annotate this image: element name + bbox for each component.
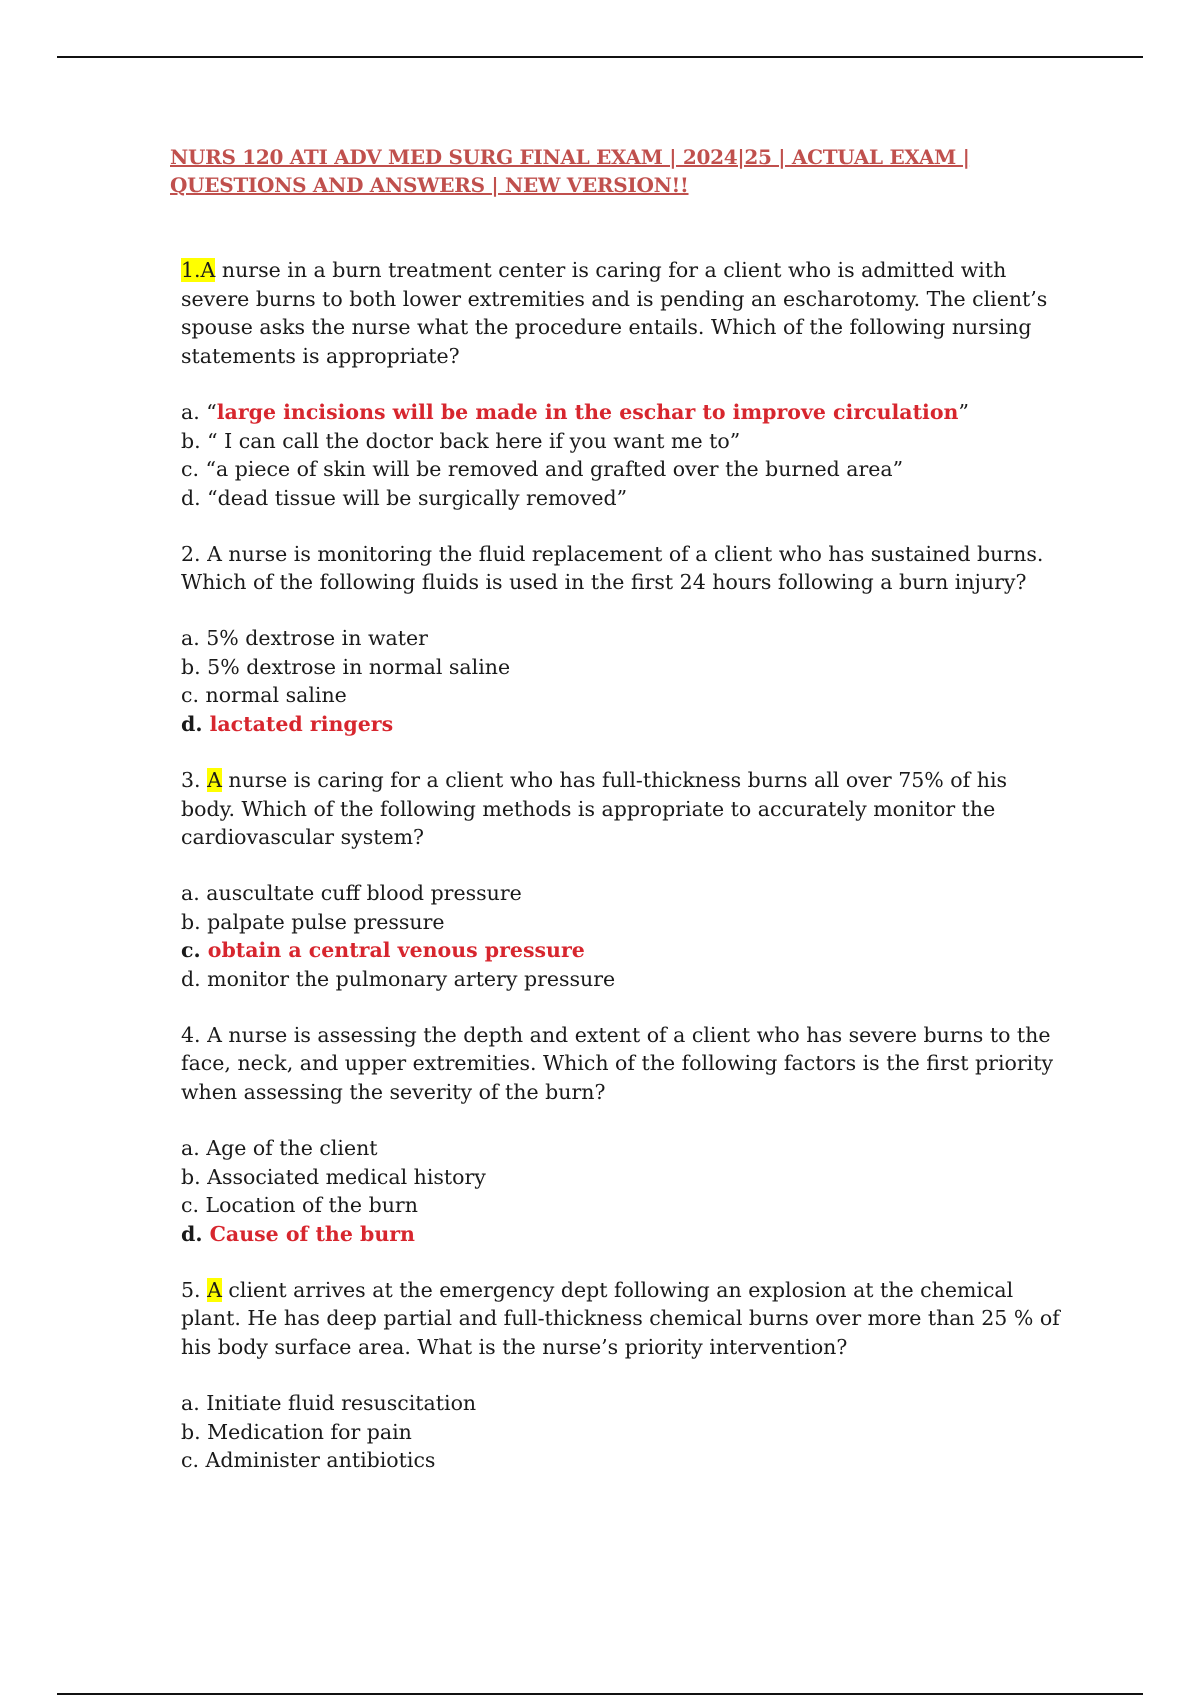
option-text: 5% dextrose in normal saline — [207, 654, 511, 679]
option-letter: c. — [181, 1193, 206, 1218]
question-stem — [181, 256, 1061, 371]
option-open-quote: “ — [206, 399, 217, 424]
title-line-2: QUESTIONS AND ANSWERS | NEW VERSION!! — [170, 173, 689, 197]
option-d — [181, 710, 1061, 739]
option-text: Initiate fluid resuscitation — [206, 1390, 477, 1415]
question-5 — [181, 1276, 1061, 1475]
question-text: nurse is assessing the depth and extent of a client who has severe burns to the face, neck, and upper extremities. Which of the following factors is the first priority when assessing the severity of the burn? — [181, 1022, 1054, 1105]
option-letter: b. — [181, 909, 208, 934]
question-stem — [181, 1276, 1061, 1362]
question-text: nurse is monitoring the fluid replacement of a client who has sustained burns. Which of the following fluids is used in the first 24 hours following a burn injury? — [181, 541, 1044, 595]
option-letter: b. — [181, 654, 208, 679]
option-text: “a piece of skin will be removed and grafted over the burned area” — [205, 457, 904, 482]
question-number: 3. — [181, 767, 208, 792]
option-b — [181, 1418, 1061, 1447]
answer-options — [181, 624, 1061, 739]
option-letter: a. — [181, 880, 207, 905]
correct-answer-text: lactated ringers — [209, 712, 394, 737]
option-a — [181, 1134, 1061, 1163]
answer-options — [181, 1134, 1061, 1249]
option-c — [181, 681, 1061, 710]
option-b — [181, 427, 1061, 456]
question-number: 4. A — [181, 1022, 222, 1047]
option-letter: d. — [181, 1221, 210, 1246]
question-stem — [181, 766, 1061, 852]
option-text: auscultate cuff blood pressure — [206, 880, 522, 905]
option-text: normal saline — [205, 683, 347, 708]
footer-rule — [57, 1693, 1143, 1695]
option-letter: c. — [181, 938, 208, 963]
option-letter: c. — [181, 457, 206, 482]
option-close-quote: ” — [958, 399, 969, 424]
option-text: 5% dextrose in water — [206, 626, 428, 651]
question-article-highlight: A — [207, 1277, 222, 1302]
option-a — [181, 398, 1061, 427]
option-c — [181, 1191, 1061, 1220]
option-letter: d. — [181, 967, 208, 992]
question-3 — [181, 766, 1061, 994]
option-letter: a. — [181, 1135, 207, 1160]
title-line-1: NURS 120 ATI ADV MED SURG FINAL EXAM | 2024|25 | ACTUAL EXAM | — [170, 145, 970, 169]
option-b — [181, 908, 1061, 937]
question-number: 5. — [181, 1277, 208, 1302]
option-c — [181, 936, 1061, 965]
question-text: nurse in a burn treatment center is caring for a client who is admitted with severe burns to both lower extremities and is pending an escharotomy. The client’s spouse asks the nurse what the procedure entails. Which of the following nursing statements is appropriate? — [181, 258, 1048, 369]
question-list — [181, 256, 1061, 1502]
answer-options — [181, 398, 1061, 513]
question-stem — [181, 1021, 1061, 1107]
option-letter: a. — [181, 626, 207, 651]
question-number-highlight: 1.A — [181, 258, 216, 282]
answer-options — [181, 879, 1061, 994]
option-letter: a. — [181, 399, 207, 424]
question-number: 2. A — [181, 541, 222, 566]
option-c — [181, 1446, 1061, 1475]
option-b — [181, 1163, 1061, 1192]
option-text: “ I can call the doctor back here if you want me to” — [207, 428, 741, 453]
option-text: monitor the pulmonary artery pressure — [207, 967, 616, 992]
question-stem — [181, 540, 1061, 597]
option-letter: c. — [181, 683, 206, 708]
option-letter: a. — [181, 1390, 207, 1415]
option-d — [181, 484, 1061, 513]
correct-answer-text: Cause of the burn — [209, 1221, 415, 1246]
option-b — [181, 653, 1061, 682]
option-letter: b. — [181, 1419, 208, 1444]
question-1 — [181, 256, 1061, 513]
option-d — [181, 965, 1061, 994]
option-letter: b. — [181, 428, 208, 453]
question-4 — [181, 1021, 1061, 1249]
option-letter: d. — [181, 712, 210, 737]
option-text: “dead tissue will be surgically removed” — [207, 485, 628, 510]
header-rule — [57, 56, 1143, 58]
question-2 — [181, 540, 1061, 739]
option-d — [181, 1220, 1061, 1249]
option-c — [181, 455, 1061, 484]
option-letter: b. — [181, 1164, 208, 1189]
option-a — [181, 1389, 1061, 1418]
answer-options — [181, 1389, 1061, 1475]
document-title — [170, 143, 970, 199]
option-text: Location of the burn — [205, 1193, 418, 1218]
correct-answer-text: obtain a central venous pressure — [207, 938, 585, 963]
option-text: palpate pulse pressure — [207, 909, 445, 934]
option-letter: d. — [181, 485, 208, 510]
option-a — [181, 624, 1061, 653]
option-text: Associated medical history — [207, 1164, 486, 1189]
option-letter: c. — [181, 1448, 206, 1473]
question-text: client arrives at the emergency dept following an explosion at the chemical plant. He has deep partial and full-thickness chemical burns over more than 25 % of his body surface area. What is the nurse’s priority intervention? — [181, 1277, 1060, 1360]
question-article-highlight: A — [207, 767, 222, 792]
option-text: Age of the client — [206, 1135, 378, 1160]
question-text: nurse is caring for a client who has full-thickness burns all over 75% of his body. Which of the following methods is appropriate to accurately monitor the cardiovascular system? — [181, 767, 1008, 850]
option-a — [181, 879, 1061, 908]
option-text: Medication for pain — [207, 1419, 412, 1444]
option-text: Administer antibiotics — [205, 1448, 436, 1473]
correct-answer-text: large incisions will be made in the eschar to improve circulation — [216, 399, 959, 424]
